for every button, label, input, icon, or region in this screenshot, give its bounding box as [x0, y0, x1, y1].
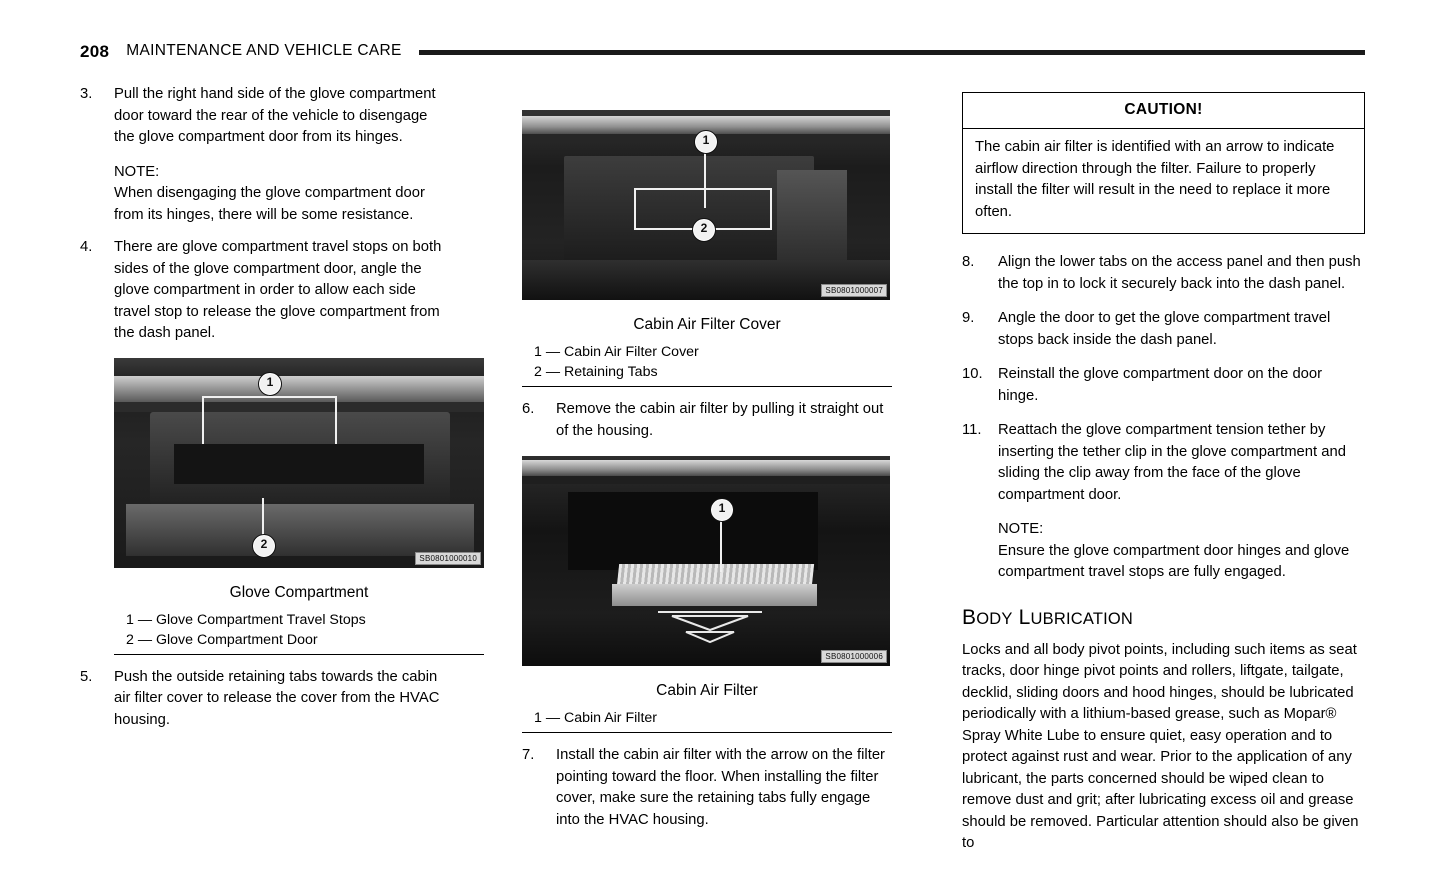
legend-item: 1 — Glove Compartment Travel Stops — [126, 611, 366, 628]
callout-1: 1 — [258, 372, 282, 396]
cabin-air-filter-cover-photo — [522, 110, 890, 300]
image-code-1: SB0801000010 — [415, 552, 481, 565]
step-8-text: Align the lower tabs on the access panel and then push the top in to lock it securely back into the dash panel. — [998, 254, 1361, 292]
step-8-number: 8. — [962, 254, 975, 270]
step-11-text: Reattach the glove compartment tension tether by inserting the tether clip in the glove compartment and sliding the clip away from the face of the glove compartment door. — [998, 422, 1346, 503]
glove-compartment-photo — [114, 358, 484, 568]
section-heading-ody: ODY — [976, 609, 1013, 628]
step-6 — [522, 399, 892, 442]
callout-1: 1 — [710, 498, 734, 522]
legend-divider — [522, 386, 892, 387]
step-9-text: Angle the door to get the glove compartment travel stops back inside the dash panel. — [998, 310, 1331, 348]
step-4-number: 4. — [80, 239, 93, 255]
cabin-air-filter-photo — [522, 456, 890, 666]
airflow-arrow-icon — [650, 608, 770, 644]
step-5-number: 5. — [80, 668, 93, 685]
note-text-2: Ensure the glove compartment door hinges and glove compartment travel stops are fully engaged. — [998, 542, 1350, 580]
legend-item: 2 — Glove Compartment Door — [126, 631, 318, 648]
column-left — [80, 84, 477, 855]
legend-divider — [114, 654, 484, 655]
section-heading-ubrication: UBRICATION — [1030, 609, 1134, 628]
page-number: 208 — [80, 41, 110, 61]
page-columns — [80, 84, 1365, 855]
step-10 — [962, 364, 1365, 407]
legend-item: 1 — Cabin Air Filter Cover — [534, 344, 699, 360]
image-code-3: SB0801000006 — [821, 650, 887, 663]
step-9 — [962, 308, 1365, 351]
legend-divider — [522, 732, 892, 733]
column-right — [962, 84, 1365, 855]
callout-2: 2 — [252, 534, 276, 558]
step-10-number: 10. — [962, 366, 983, 382]
step-5-text: Push the outside retaining tabs towards the cabin air filter cover to release the cover from the HVAC housing. — [114, 668, 440, 728]
step-3-number: 3. — [80, 86, 93, 102]
figure-caption-cabin-air-filter-cover: Cabin Air Filter Cover — [633, 316, 781, 333]
figure-cabin-air-filter — [522, 456, 892, 733]
callout-2: 2 — [692, 218, 716, 242]
caution-text: The cabin air filter is identified with an arrow to indicate airflow direction through the filter. Failure to properly install the filter will result in the need to replace it more often. — [975, 139, 1335, 220]
step-7 — [522, 745, 892, 831]
step-8 — [962, 252, 1365, 295]
column-middle — [522, 84, 892, 855]
step-6-number: 6. — [522, 401, 535, 417]
step-9-number: 9. — [962, 310, 975, 326]
caution-box — [962, 92, 1365, 234]
image-code-2: SB0801000007 — [821, 284, 887, 297]
step-5 — [80, 667, 450, 732]
step-7-number: 7. — [522, 747, 535, 763]
note-label-2: NOTE: — [998, 521, 1044, 537]
header-divider — [419, 50, 1365, 55]
step-11-number: 11. — [962, 422, 982, 438]
step-4-text: There are glove compartment travel stops on both sides of the glove compartment door, angle the glove compartment in order to allow each side travel stop to release the glove compartment from the dash panel. — [114, 239, 442, 341]
section-heading-b: B — [962, 605, 977, 629]
figure-glove-compartment — [80, 358, 477, 655]
step-3-text: Pull the right hand side of the glove compartment door toward the rear of the vehicle to disengage the glove compartment door from its hinges. — [114, 86, 436, 145]
caution-title: CAUTION! — [963, 93, 1364, 129]
body-lubrication-paragraph: Locks and all body pivot points, including such items as seat tracks, door hinge pivot points and rollers, liftgate, tailgate, decklid, sliding doors and hood hinges, should be lubricated periodically with a lithium-based grease, such as Mopar® Spray White Lube to ensure quiet, easy operation and to protect against rust and wear. Prior to the application of any lubricant, the parts concerned should be wiped clean to remove dust and grit; after lubricating excess oil and grease should be removed. Particular attention should also be given to — [962, 641, 1359, 851]
section-heading-l: L — [1018, 605, 1031, 629]
step-7-text: Install the cabin air filter with the arrow on the filter pointing toward the floor. When installing the filter cover, make sure the retaining tabs fully engage into the HVAC housing. — [556, 747, 885, 828]
section-heading-body-lubrication — [962, 606, 1365, 630]
step-10-text: Reinstall the glove compartment door on the door hinge. — [998, 366, 1323, 404]
step-6-text: Remove the cabin air filter by pulling it straight out of the housing. — [556, 401, 884, 439]
figure-caption-cabin-air-filter: Cabin Air Filter — [656, 682, 758, 699]
legend-item: 2 — Retaining Tabs — [534, 364, 658, 380]
step-11 — [962, 420, 1365, 506]
callout-1: 1 — [694, 130, 718, 154]
page-title: MAINTENANCE AND VEHICLE CARE — [126, 42, 402, 60]
step-4 — [80, 237, 450, 345]
figure-caption-glove-compartment: Glove Compartment — [229, 583, 369, 601]
step-3 — [80, 84, 450, 149]
note-text-1: When disengaging the glove compartment door from its hinges, there will be some resistance. — [114, 185, 425, 223]
note-label-1: NOTE: — [114, 163, 160, 180]
page-header — [80, 40, 1365, 62]
figure-cabin-air-filter-cover — [522, 110, 892, 387]
legend-item: 1 — Cabin Air Filter — [534, 710, 657, 726]
